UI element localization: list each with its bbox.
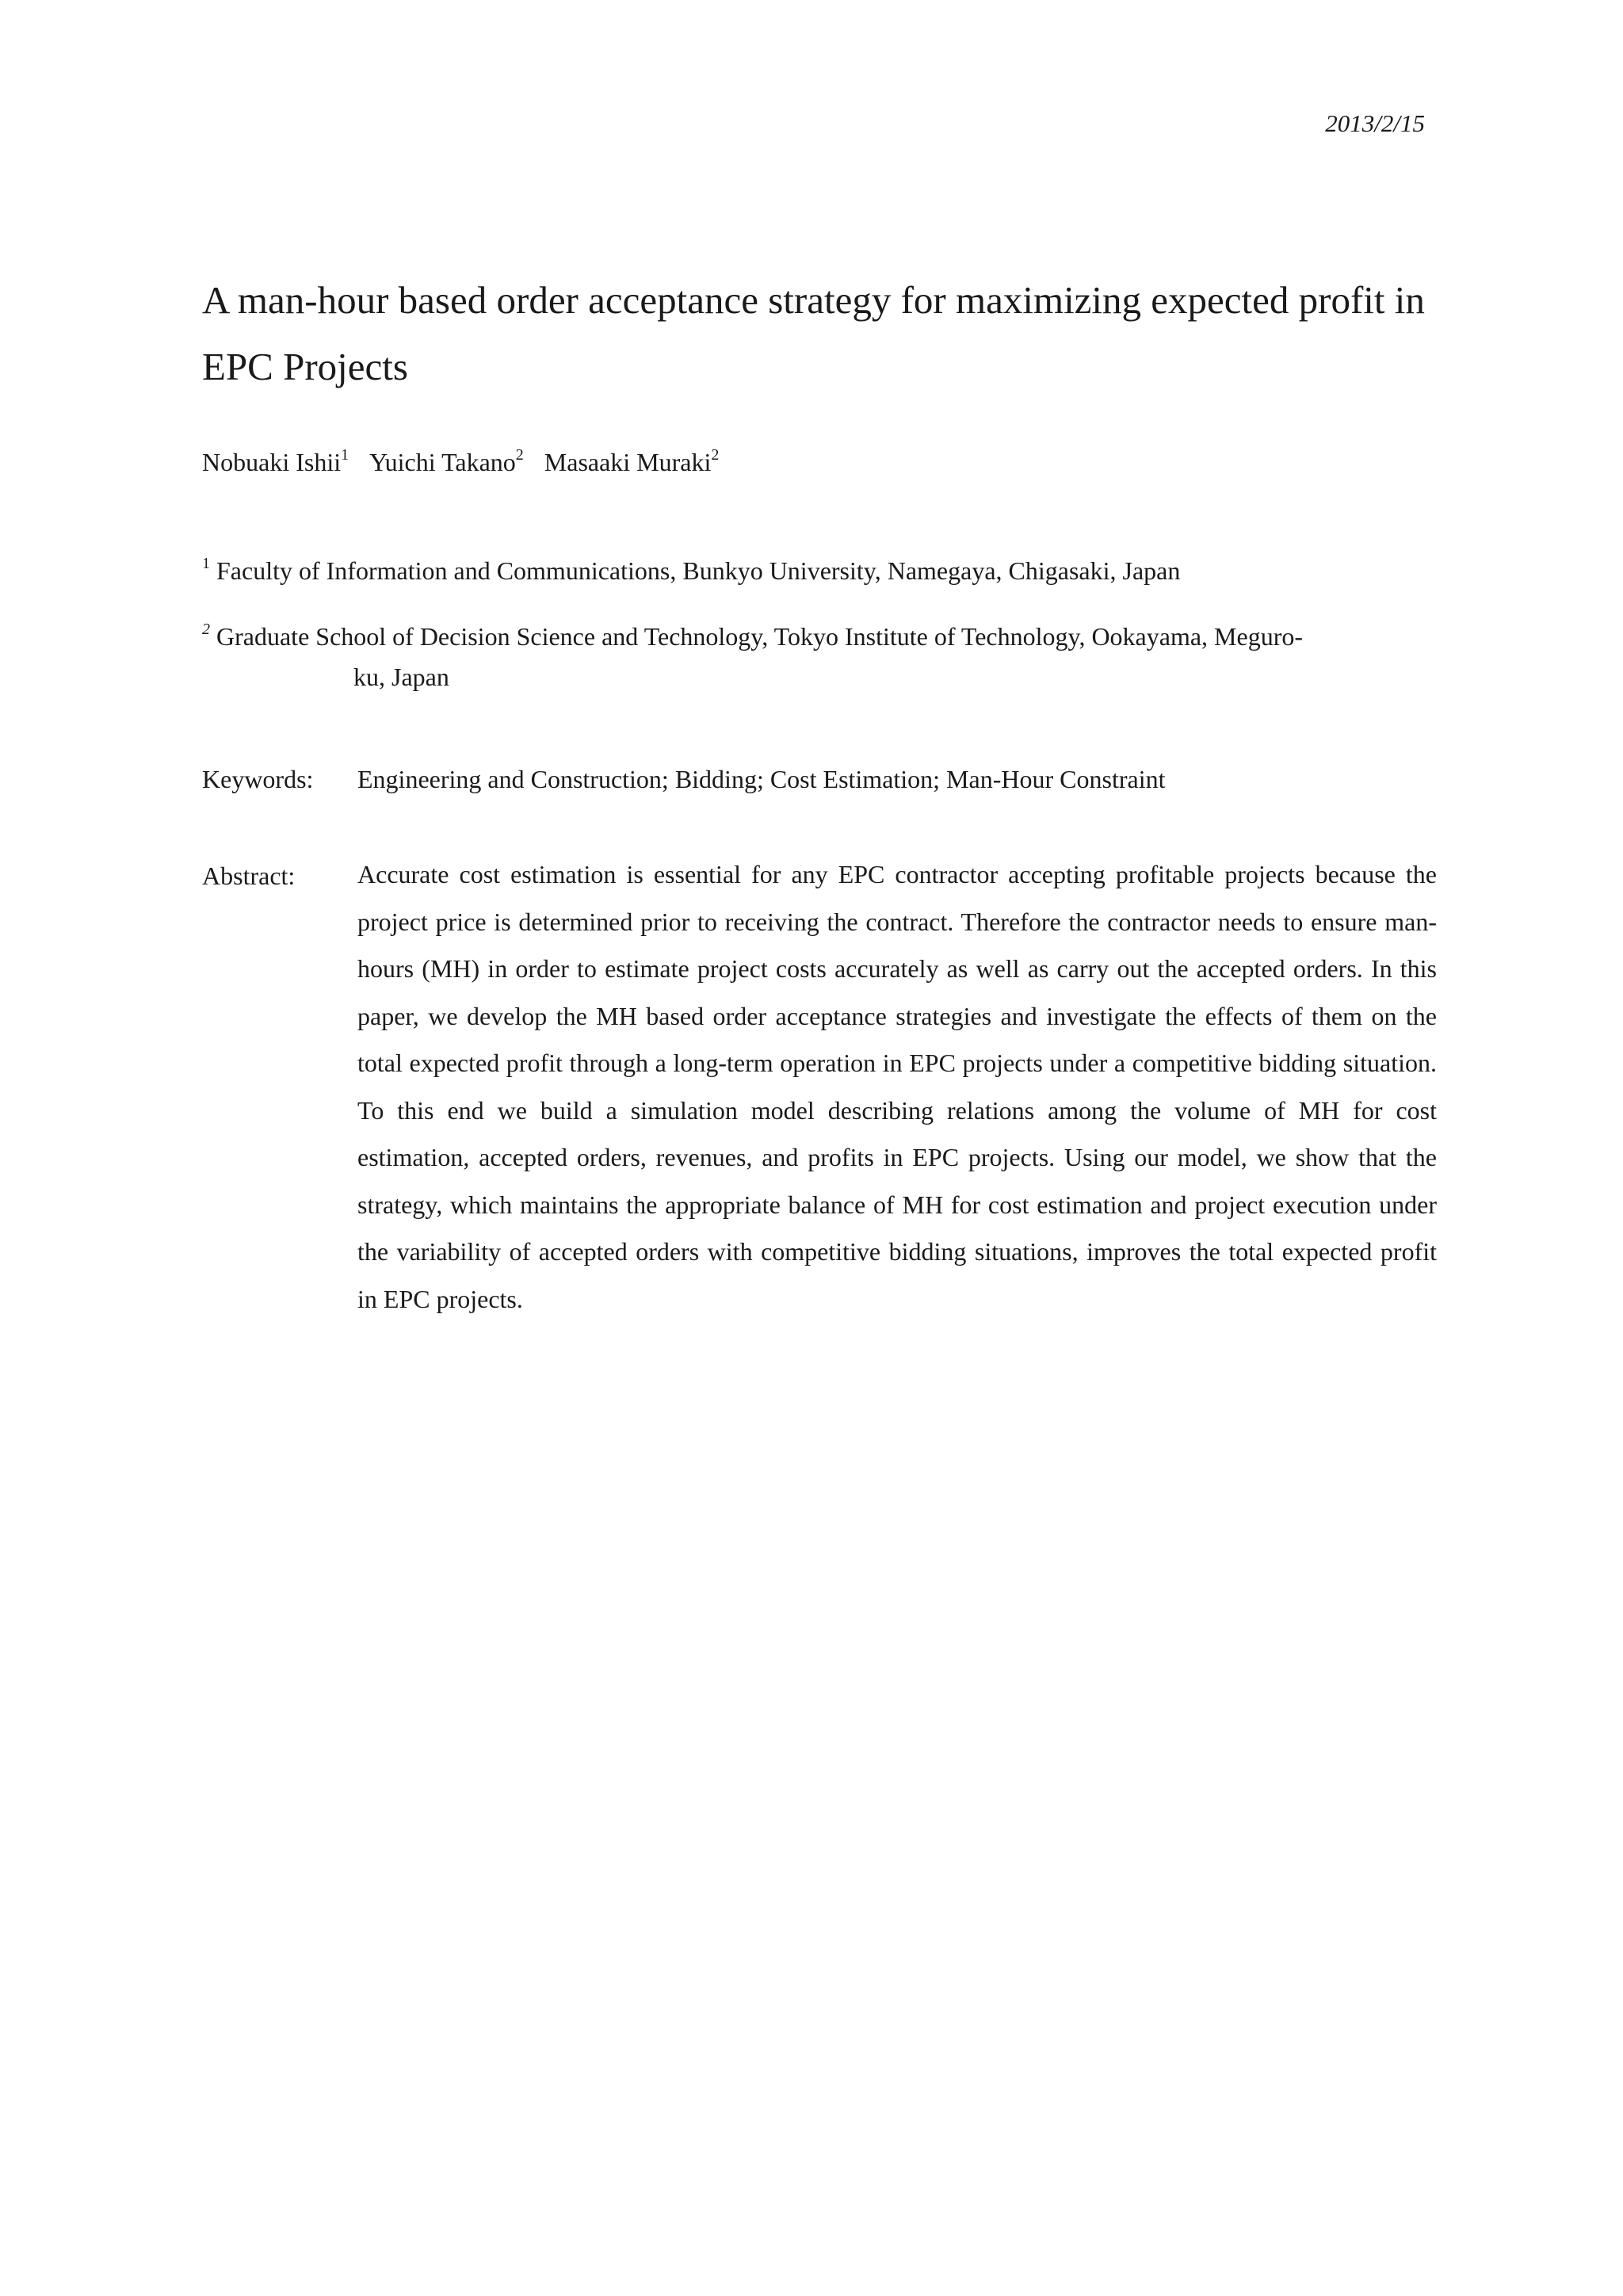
abstract-section [202,861,1437,1323]
abstract-label: Abstract: [202,861,296,890]
author-affiliation-mark: 1 [341,446,349,464]
author-name: Nobuaki Ishii [202,448,342,476]
author-name: Yuichi Takano [369,448,516,476]
affiliation-text-continued: ku, Japan [353,663,449,691]
affiliation-mark: 1 [202,555,210,572]
author [369,448,524,476]
author-affiliation-mark: 2 [711,446,720,464]
affiliation-1 [202,556,1180,586]
affiliation-2 [202,622,1446,692]
author-affiliation-mark: 2 [515,446,524,464]
affiliation-text: Faculty of Information and Communications, Bunkyo University, Namegaya, Chigasaki, Japan [216,556,1181,585]
paper-title: A man-hour based order acceptance strategy for maximizing expected profit in EPC Projects [202,278,1425,388]
author-name: Masaaki Muraki [544,448,712,476]
affiliation-text: Graduate School of Decision Science and Technology, Tokyo Institute of Technology, Ookayama, Meguro- [216,622,1304,651]
keywords-label: Keywords: [202,765,314,793]
keywords-text: Engineering and Construction; Bidding; Cost Estimation; Man-Hour Constraint [357,765,1166,793]
affiliation-line [202,622,1446,651]
abstract-text: Accurate cost estimation is essential for any EPC contractor accepting profitable projects because the project price is determined prior to receiving the contract. Therefore the contractor needs to ensure man-hours (MH) in order to estimate project costs accurately as well as carry out the accepted orders. In this paper, we develop the MH based order acceptance strategies and investigate the effects of them on the total expected profit through a long-term operation in EPC projects under a competitive bidding situation. To this end we build a simulation model describing relations among the volume of MH for cost estimation, accepted orders, revenues, and profits in EPC projects. Using our model, we show that the strategy, which maintains the appropriate balance of MH for cost estimation and project execution under the variability of accepted orders with competitive bidding situations, improves the total expected profit in EPC projects. [357,860,1437,1313]
author [202,448,349,476]
author [544,448,720,476]
keywords-section [202,765,1165,794]
header-date: 2013/2/15 [1325,109,1425,137]
author-list [202,448,719,477]
affiliation-mark: 2 [202,621,210,638]
